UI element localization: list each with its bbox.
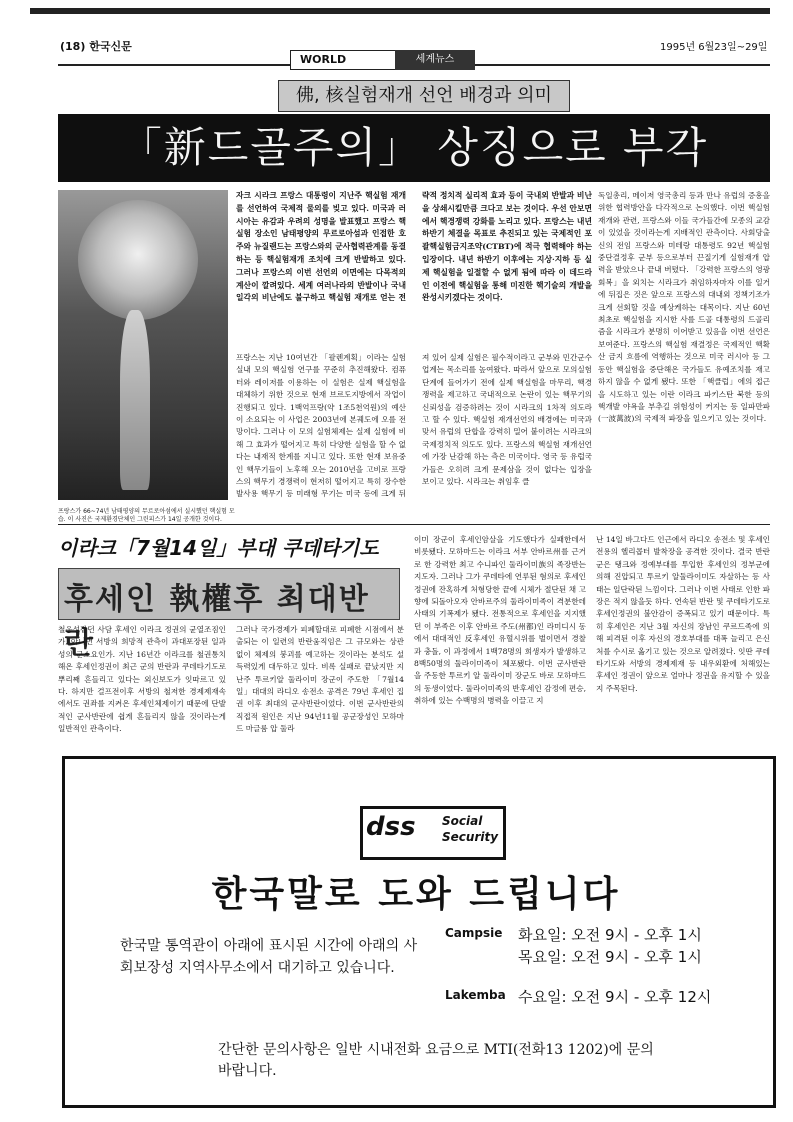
article2-kicker: 이라크「7월14일」부대 쿠데타기도 [58,536,379,560]
photo-caption: 프랑스가 66~74년 남태평양의 무르로아섬에서 실시했던 핵실험 모습. 이 사진은 국제환경단체인 그린피스가 14일 공개한 것이다. [58,508,235,523]
article-lead: 자크 시라크 프랑스 대통령이 지난주 핵실험 재개를 선언하여 국제적 물의를 빚고 있다. 미국과 러시아는 유감과 우려의 성명을 발표했고 프랑스 핵실험 장소인 남태평양의 무르로아섬과 인접한 호주와 뉴질랜드는 프랑스와의 군사협력관계를 동결하는 등 핵실험재개 조치에 크게 반발하고 있다. 그러나 프랑스의 이번 선언의 이면에는 다목적의 계산이 깔려있다. 세계 여러나라의 반발이나 국내 일각의 비난에도 불구하고 핵실험 재개로 얻는 전략적 정치적 실리적 효과 등이 국내외 반발과 비난을 상쇄시킬만큼 크다고 보는 것이다. 우선 안보면에서 핵경쟁력 강화를 노리고 있다. 프랑스는 내년 하반기 체결을 목표로 추진되고 있는 국제적인 포괄핵실험금지조약(CTBT)에 적극 협력해야 하는 입장이다. 내년 하반기 이후에는 지상·지하 등 실제 핵실험을 일절할 수 없게 됨에 따라 이 데드라인 이전에 핵실험을 통해 미진한 핵기술의 개발을 완성시키겠다는 것이다. [236,191,592,303]
article2-col3: 이미 장군이 후세인암살을 기도했다가 실패한데서 비롯됐다. 모하마드는 이라크 서부 안바르州를 근거로 한 강력한 최고 수니파인 둘라이미族의 족장반는 지도자. 그러나 그가 쿠데타에 연루된 혐의로 후세인 정권에 잔혹하게 처형당한 끝에 시체가 절단된 채 고향에 되돌아오자 안바르주의 둘라이미족이 격분한데 사태의 기폭제가 됐다. 전통적으로 후세인을 지지했던 이 부족은 이후 안바르 주도(州都)인 라미디시 동에서 대대적인 反후세인 유혈시위를 벌이면서 경찰과 충돌, 이 과정에서 1백78명의 희생자가 발생하고 8백50명의 둘라이미족이 체포됐다. 이번 군사반란을 주동한 투르키 알 둘라이미 장군도 바로 모하마드의 동생이었다. 둘라이미족의 반후세인 감정에 편승, 취하에 있는 수백명의 병력을 이끌고 지 [414,535,586,706]
article-divider [58,524,770,525]
section-label-ko: 세계뉴스 [395,50,475,70]
article-body-right: 독일총리, 메이저 영국총리 등과 만나 유럽의 증흥을 위한 협력방안을 다각적으로 논의했다. 이번 핵실험 재개와 관련, 프랑스와 이들 국가들간에 모종의 교감이 있었을 것이라는게 지배적인 관측이다. 사회당출신의 전임 프랑스와 미테랑 대통령도 92년 핵실험 중단결정후 군부 등으로부터 끈질기게 실험재개 압력을 받았으나 끝내 버텼다. 「강력한 프랑스의 영광회복」을 외치는 시라크가 취임하자마자 이를 일거에 뒤집은 것은 앞으로 프랑스의 대내외 정책기조가 크게 선회할 것을 예상케하는 대목이다. 지난 60년 최초로 핵실험을 지시한 사를 드골 대통령의 드골리즘을 시라크가 분명히 이어받고 있음을 이번 선언은 보여준다. 프랑스의 핵실험 재결정은 국제적인 핵확산 금지 흐름에 역행하는 것으로 미국 러시아 등 그동안 핵실험을 중단해온 국가들도 유예조치를 재고하지 않을 수 없게 됐다. 또한 「핵클럽」에의 접근을 시도하고 있는 이란 이라크 파키스탄 북한 등의 핵개발 야욕을 부추길 위험성이 커지는 등 일파만파(一波萬波)의 국제적 파장을 일으키고 있는 것이다. [598,191,770,424]
ad-body-text: 한국말 통역관이 아래에 표시된 시간에 아래의 사회보장성 지역사무소에서 대기하고 있습니다. [120,938,418,976]
top-border-bar [30,8,770,14]
article-headline: 「新드골주의」 상징으로 부각 [58,114,770,182]
logo-text-security: Security [442,830,499,844]
logo-text-social: Social [442,814,483,828]
issue-date: 1995년 6월23일~29일 [660,42,768,53]
dss-logo-mark: dss [366,812,416,842]
mushroom-stem-graphic [120,310,150,490]
article2-col2: 그러나 국가경제가 피폐할대로 피폐한 시점에서 분출되는 이 일련의 반란움직임은 그 규모와는 상관없이 체제의 붕괴를 예고하는 것이라는 분석도 설득력있게 대두하고 있다. 비록 실패로 끝났지만 지난주 투르키알 둘라이미 장군이 주도한 「7월14일」대대의 라디오 송전소 공격은 79년 후세인 집권 이후 최대의 군사반란이었다. 이번 군사반란의 직접적 원인은 지난 94년11월 공군장성인 모하마드 마글룸 압 둘라 [236,625,404,734]
campsie-time-2: 목요일: 오전 9시 - 오후 1시 [518,948,702,966]
article2-col1: 철웅성같던 사담 후세인 이라크 정권의 균열조짐인가, 아니면 서방의 희망적 관측이 과대포장된 일과성의 군소요인가. 지난 16년간 이라크를 철권통치해온 후세인정권이 최근 군의 반란과 쿠데타기도로 뿌리째 흔들리고 있다는 외신보도가 잇따르고 있다. 하지만 걸프전이후 서방의 철저한 경제제재속에서도 권좌를 지켜온 후세인체제이기 때문에 단발적인 군사반란에 쉽게 흔들리지 않을 것이라는게 일반적인 관측이다. [58,625,226,734]
section-label-en: WORLD [300,53,347,66]
lakemba-time-1: 수요일: 오전 9시 - 오후 12시 [518,988,712,1006]
article-subtitle: 佛, 核실험재개 선언 배경과 의미 [278,80,570,112]
article2-col4: 난 14일 바그다드 인근에서 라디오 송전소 및 후세인 전용의 헬리콥터 발착장을 공격한 것이다. 결국 반란군은 탱크와 정예부대를 투입한 후세인의 정부군에 의해 진압되고 투르키 알둘라이미도 자살하는 등 사태는 일단락된 느낌이다. 그러나 이번 사태로 인한 파장은 적지 않을듯 하다. 연속된 반란 및 쿠데타기도로 후세인정권의 불안감이 증폭되고 있기 때문이다. 특히 후세인은 지난 3월 자신의 장남인 쿠르드족에 의해 피격된 이후 자신의 경호부대를 대폭 늘리고 은신처를 수시로 옮기고 있는 것으로 알려졌다. 잇딴 쿠데타기도와 서방의 경제제재 등 내우외환에 처해있는 후세인 정권이 앞으로 얼마나 정권을 유지할 수 있을지 주목된다. [596,535,770,693]
ad-headline: 한국말로 도와 드립니다 [211,874,621,915]
location-campsie: Campsie [445,926,503,940]
campsie-time-1: 화요일: 오전 9시 - 오후 1시 [518,926,702,944]
ad-footer-text: 간단한 문의사항은 일반 시내전화 요금으로 MTI(전화13 1202)에 문의 바랍니다. [218,1042,654,1079]
page-number-masthead: (18) 한국신문 [60,40,132,53]
mushroom-cloud-graphic [78,200,198,320]
location-lakemba: Lakemba [445,988,506,1002]
article2-headline: 후세인 執權후 최대반란 [64,582,370,661]
article-body: 프랑스는 지난 10여년간 「팔렌계획」이라는 실험실내 모의 핵실험 연구를 꾸준히 추진해왔다. 컴퓨터와 레이저를 이용하는 이 실험은 실제 핵실험을 대체하기 위한 것으로 현재 브르도지방에서 작업이 진행되고 있다. 1백억프랑(약 1조5천억원)의 예산이 소요되는 이 사업은 2003년에 본궤도에 오를 전망이다. 그러나 이 모의 실험체제는 실제 실험에 비해 그 효과가 떨어지고 특히 다양한 실험을 할 수 없다는 내재적 한계를 지니고 있다. 또한 현재 보유중인 핵무기들이 노후해 오는 2010년을 고비로 프랑스의 핵무기 경쟁력이 현저히 떨어지고 특히 장수한발사용 핵무기 등 미래형 무기는 미국 등에 크게 뒤져 있어 실제 실험은 필수적이라고 군부와 민간군수업계는 목소리를 높여왔다. 따라서 앞으로 모의실험 단계에 들어가기 전에 실제 핵실험을 마무리, 핵경쟁력을 제고하고 국내적으로 논란이 있는 핵무기의 신뢰성을 검증하려는 것이 시라크의 1차적 의도라고 할 수 있다. 핵실험 재개선언의 배경에는 미국과 맞서 유럽의 단합을 강력히 밀어 붙이려는 시라크의 국제정치적 의도도 있다. 프랑스의 핵실험 재개선언에 가장 난감해 하는 측은 미국이다. 영국 등 유럽국가들은 오히려 크게 문제삼을 것이 없다는 입장을 보이고 있다. 시라크는 취임후 클 [236,353,592,499]
